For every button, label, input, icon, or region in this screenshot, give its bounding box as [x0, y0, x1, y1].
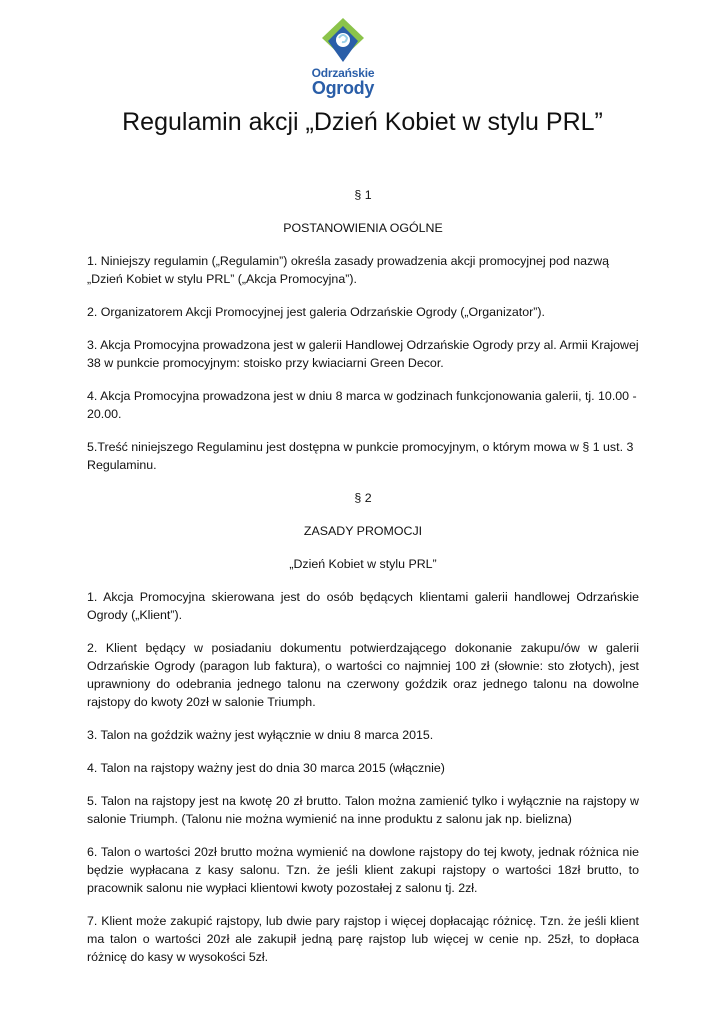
section-1-paragraph-1: 1. Niniejszy regulamin („Regulamin”) określa zasady prowadzenia akcji promocyjnej pod nazwą „Dzień Kobiet w stylu PRL” („Akcja Promocyjna”).: [87, 254, 610, 286]
section-2-paragraph-2: 2. Klient będący w posiadaniu dokumentu potwierdzającego dokonanie zakupu/ów w galerii Odrzańskie Ogrody (paragon lub faktura), o wartości co najmniej 100 zł (słownie: sto złotych), jest uprawniony do odebrania jednego talonu na czerwony goździk oraz jednego talonu na dowolne rajstopy do kwoty 20zł w salonie Triumph.: [87, 641, 639, 709]
section-2-heading: ZASADY PROMOCJI: [303, 524, 423, 538]
section-2-paragraph-4: 4. Talon na rajstopy ważny jest do dnia 30 marca 2015 (włącznie): [87, 761, 445, 775]
section-1-heading: POSTANOWIENIA OGÓLNE: [283, 221, 443, 235]
section-1-symbol: § 1: [354, 188, 372, 202]
logo-emblem-icon: [320, 16, 366, 66]
section-2-paragraph-7: 7. Klient może zakupić rajstopy, lub dwie pary rajstop i więcej dopłacając różnicę. Tzn. że jeśli klient ma talon o wartości 20zł ale zakupił jedną parę rajstop lub więcej w cenie np. 25zł, to dopłaca różnicę do kasy w wysokości 5zł.: [87, 914, 639, 964]
section-2-paragraph-6: 6. Talon o wartości 20zł brutto można wymienić na dowlone rajstopy do tej kwoty, jednak różnica nie będzie wypłacana z kasy salonu. Tzn. że jeśli klient zakupi rajstopy o wartości 18zł brutto, to pracownik salonu nie wypłaci klientowi kwoty pozostałej z salonu tj. 2zł.: [87, 845, 639, 895]
section-2-paragraph-5: 5. Talon na rajstopy jest na kwotę 20 zł brutto. Talon można zamienić tylko i wyłącznie na rajstopy w salonie Triumph. (Talonu nie można wymienić na inne produktu z salonu jak np. bielizna): [87, 794, 639, 826]
section-2-symbol: § 2: [354, 491, 372, 505]
section-2-paragraph-3: 3. Talon na goździk ważny jest wyłącznie w dniu 8 marca 2015.: [87, 728, 434, 742]
logo-text-line2: Ogrody: [311, 78, 375, 98]
section-1-paragraph-5: 5.Treść niniejszego Regulaminu jest dostępna w punkcie promocyjnym, o którym mowa w § 1 ust. 3 Regulaminu.: [87, 440, 634, 472]
document-body: [87, 186, 639, 981]
section-2-paragraph-1: 1. Akcja Promocyjna skierowana jest do osób będących klientami galerii handlowej Odrzańskie Ogrody („Klient”).: [87, 590, 639, 622]
section-2-subheading: „Dzień Kobiet w stylu PRL”: [289, 557, 437, 571]
logo-text-line1: Odrzańskie: [311, 66, 375, 80]
logo: [298, 16, 388, 98]
document-title: Regulamin akcji „Dzień Kobiet w stylu PRL”: [122, 108, 603, 136]
section-1-paragraph-2: 2. Organizatorem Akcji Promocyjnej jest galeria Odrzańskie Ogrody („Organizator”).: [87, 305, 545, 319]
section-1-paragraph-3: 3. Akcja Promocyjna prowadzona jest w galerii Handlowej Odrzańskie Ogrody przy al. Armii Krajowej 38 w punkcie promocyjnym: stoisko przy kwiaciarni Green Decor.: [87, 338, 639, 370]
section-1-paragraph-4: 4. Akcja Promocyjna prowadzona jest w dniu 8 marca w godzinach funkcjonowania galerii, tj. 10.00 - 20.00.: [87, 389, 637, 421]
